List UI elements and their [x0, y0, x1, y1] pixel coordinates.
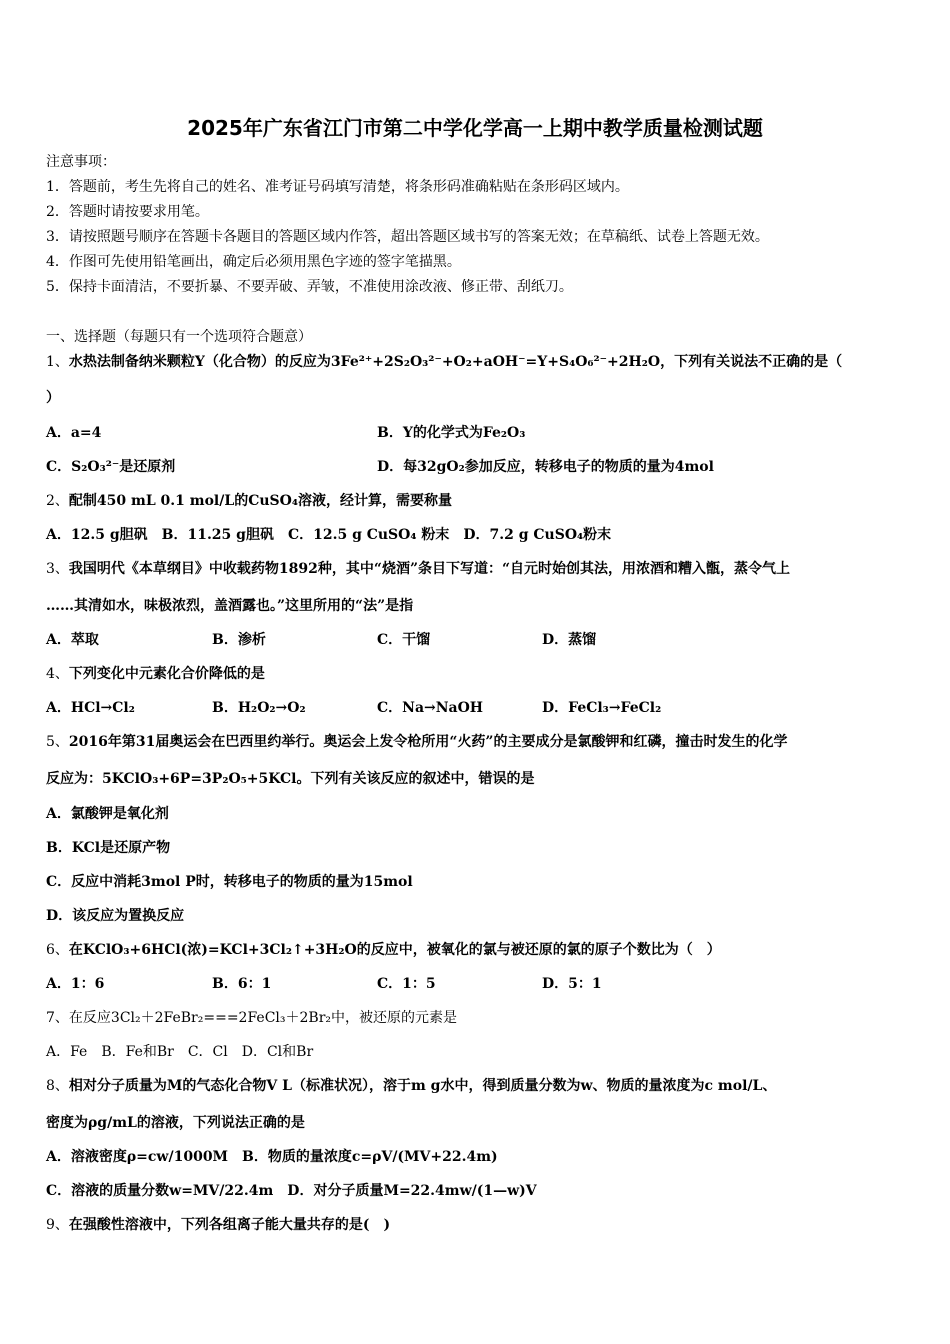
- question-1-stem-cont: ）: [46, 390, 60, 406]
- q1-option-a: A．a=4: [46, 425, 102, 441]
- q5-option-c: C．反应中消耗3mol P时，转移电子的物质的量为15mol: [46, 874, 413, 890]
- q6-option-a: A．1：6: [46, 976, 105, 992]
- q2-options: A．12.5 g胆矾 B．11.25 g胆矾 C．12.5 g CuSO₄ 粉末 D．7.2 g CuSO₄粉末: [46, 527, 612, 543]
- q7-options: A．Fe B．Fe和Br C．Cl D．Cl和Br: [46, 1044, 314, 1060]
- question-8-stem: 8、相对分子质量为M的气态化合物V L（标准状况），溶于m g水中，得到质量分数为w、物质的量浓度为c mol/L、: [46, 1078, 777, 1094]
- q1-option-c: C．S₂O₃²⁻是还原剂: [46, 459, 176, 475]
- q4-option-d: D．FeCl₃→FeCl₂: [542, 700, 662, 716]
- q5-option-d: D．该反应为置换反应: [46, 908, 185, 924]
- reaction-equation: 3Fe²⁺+2S₂O₃²⁻+O₂+aOH⁻=Y+S₄O₆²⁻+2H₂O: [330, 354, 661, 370]
- q6-option-b: B．6：1: [212, 976, 272, 992]
- q3-option-a: A．萃取: [46, 632, 99, 648]
- question-4-stem: 4、下列变化中元素化合价降低的是: [46, 666, 265, 682]
- q8-options-cd: C．溶液的质量分数w=MV/22.4m D．对分子质量M=22.4mw/(1—w)V: [46, 1183, 537, 1199]
- page-title: 2025年广东省江门市第二中学化学高一上期中教学质量检测试题: [187, 116, 763, 140]
- notice-heading: 注意事项：: [46, 154, 116, 170]
- question-8-stem-cont: 密度为ρg/mL的溶液，下列说法正确的是: [46, 1115, 305, 1131]
- question-5-stem: 5、2016年第31届奥运会在巴西里约举行。奥运会上发令枪所用“火药”的主要成分是氯酸钾和红磷，撞击时发生的化学: [46, 734, 788, 750]
- notice-item: 5．保持卡面清洁，不要折暴、不要弄破、弄皱，不准使用涂改液、修正带、刮纸刀。: [46, 279, 573, 295]
- notice-item: 4．作图可先使用铅笔画出，确定后必须用黑色字迹的签字笔描黑。: [46, 254, 461, 270]
- notice-item: 3．请按照题号顺序在答题卡各题目的答题区域内作答，超出答题区域书写的答案无效；在草稿纸、试卷上答题无效。: [46, 229, 769, 245]
- question-6-stem: 6、在KClO₃+6HCl(浓)=KCl+3Cl₂↑+3H₂O的反应中，被氧化的氯与被还原的氯的原子个数比为（ ）: [46, 942, 721, 958]
- q5-option-b: B．KCl是还原产物: [46, 840, 171, 856]
- q3-option-b: B．渗析: [212, 632, 266, 648]
- question-9-stem: 9、在强酸性溶液中，下列各组离子能大量共存的是( ): [46, 1217, 391, 1233]
- question-5-stem-cont: 反应为：5KClO₃+6P=3P₂O₅+5KCl。下列有关该反应的叙述中，错误的是: [46, 771, 535, 787]
- question-7-stem: 7、在反应3Cl₂＋2FeBr₂===2FeCl₃＋2Br₂中，被还原的元素是: [46, 1010, 457, 1026]
- notice-item: 2．答题时请按要求用笔。: [46, 204, 209, 220]
- q5-option-a: A．氯酸钾是氧化剂: [46, 806, 169, 822]
- question-1-stem: 1、水热法制备纳米颗粒Y（化合物）的反应为3Fe²⁺+2S₂O₃²⁻+O₂+aOH⁻=Y+S₄O₆²⁻+2H₂O，下列有关说法不正确的是（: [46, 354, 843, 370]
- q3-option-d: D．蒸馏: [542, 632, 597, 648]
- q6-option-c: C．1：5: [377, 976, 436, 992]
- question-3-stem: 3、我国明代《本草纲目》中收载药物1892种，其中“烧酒”条目下写道：“自元时始创其法，用浓酒和糟入甑，蒸令气上: [46, 561, 791, 577]
- q4-option-b: B．H₂O₂→O₂: [212, 700, 306, 716]
- q8-options-ab: A．溶液密度ρ=cw/1000M B．物质的量浓度c=ρV/(MV+22.4m): [46, 1149, 498, 1165]
- notice-item: 1．答题前，考生先将自己的姓名、准考证号码填写清楚，将条形码准确粘贴在条形码区域内。: [46, 179, 629, 195]
- question-number: 1、: [46, 354, 69, 370]
- question-3-stem-cont: ……其清如水，味极浓烈，盖酒露也。”这里所用的“法”是指: [46, 598, 414, 614]
- q1-option-d: D．每32gO₂参加反应，转移电子的物质的量为4mol: [377, 459, 714, 475]
- q4-option-a: A．HCl→Cl₂: [46, 700, 135, 716]
- q4-option-c: C．Na→NaOH: [377, 700, 484, 716]
- q3-option-c: C．干馏: [377, 632, 431, 648]
- q6-option-d: D．5：1: [542, 976, 602, 992]
- question-2-stem: 2、配制450 mL 0.1 mol/L的CuSO₄溶液，经计算，需要称量: [46, 493, 452, 509]
- q1-option-b: B．Y的化学式为Fe₂O₃: [377, 425, 526, 441]
- section-heading: 一、选择题（每题只有一个选项符合题意）: [46, 329, 312, 345]
